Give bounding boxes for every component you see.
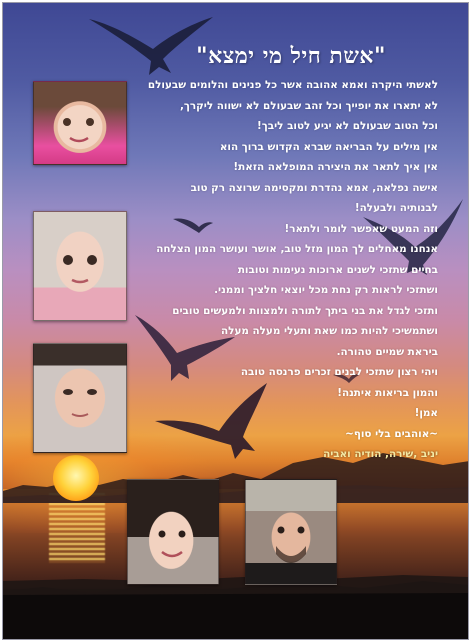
poem-line: וזה המעט שאפשר לומר ולתאר! bbox=[284, 222, 438, 235]
poem-line: וכל הטוב שבעולם לא יגיע לטוב ליבך! bbox=[257, 120, 438, 132]
page-title: "אשת חיל מי ימצא" bbox=[196, 43, 386, 69]
signature-names: יניב ,שירה, הודיה ואביה bbox=[323, 448, 438, 460]
poem-line: לא יתארו את יופייך וכל זהב שבעולם לא ישווה ליקרך, bbox=[179, 99, 438, 112]
child-photo-1 bbox=[33, 81, 127, 165]
poem-line: לבנותיה ולבעלה! bbox=[354, 202, 438, 214]
beach-line bbox=[3, 575, 469, 595]
poem-line: והמון בריאות איתנה! bbox=[337, 386, 438, 399]
father-face-icon bbox=[246, 480, 336, 584]
poem-line: אין מילים על הבריאה שברא הקדוש ברוך הוא bbox=[219, 140, 438, 153]
seagull-large-top bbox=[89, 17, 213, 75]
toddler-face-icon bbox=[34, 212, 126, 320]
poem-line: אישה נפלאה, אמא נהדרת ומקסימה שרוצה רק טוב bbox=[190, 181, 438, 194]
poem-line: בחיים שתזכי לשנים ארוכות נעימות וטובות bbox=[237, 263, 438, 276]
child-photo-2 bbox=[33, 211, 127, 321]
poem-line: ביראת שמיים טהורה. bbox=[336, 345, 438, 358]
poem-line: ושתמשיכי להיות כמו שאת ותעלי מעלה מעלה bbox=[221, 325, 438, 337]
poem-line: ותזכי לגדל את בני ביתך לתורה ולמצוות ולמעשים טובים bbox=[172, 304, 438, 317]
poem-text bbox=[138, 75, 438, 465]
poem-line: אין איך לתאר את היצירה המופלאה הזאת! bbox=[233, 161, 438, 173]
poem-line: אמן! bbox=[414, 407, 438, 419]
baby-photo bbox=[33, 343, 127, 453]
setting-sun bbox=[53, 455, 99, 501]
child-face-icon bbox=[34, 82, 126, 164]
mother-photo bbox=[127, 479, 219, 585]
poem-line: ושתזכי לראות רק נחת מכל יוצאי חלציך וממני. bbox=[214, 284, 438, 296]
greeting-card bbox=[2, 2, 469, 640]
poem-line: לאשתי היקרה ואמא אהובה אשר כל פנינים והלומים שבעולם bbox=[147, 79, 438, 91]
poem-line: אנחנו מאחלים לך המון מזל טוב, אושר ועושר המון הצלחה bbox=[156, 243, 438, 255]
father-photo bbox=[245, 479, 337, 585]
poem-line: ויהי רצון שתזכי לבנים זכרים פרנסה טובה bbox=[240, 366, 438, 378]
baby-face-icon bbox=[34, 344, 126, 452]
signature-line: ~אוהבים בלי סוף~ bbox=[345, 427, 438, 440]
mother-face-icon bbox=[128, 480, 218, 584]
